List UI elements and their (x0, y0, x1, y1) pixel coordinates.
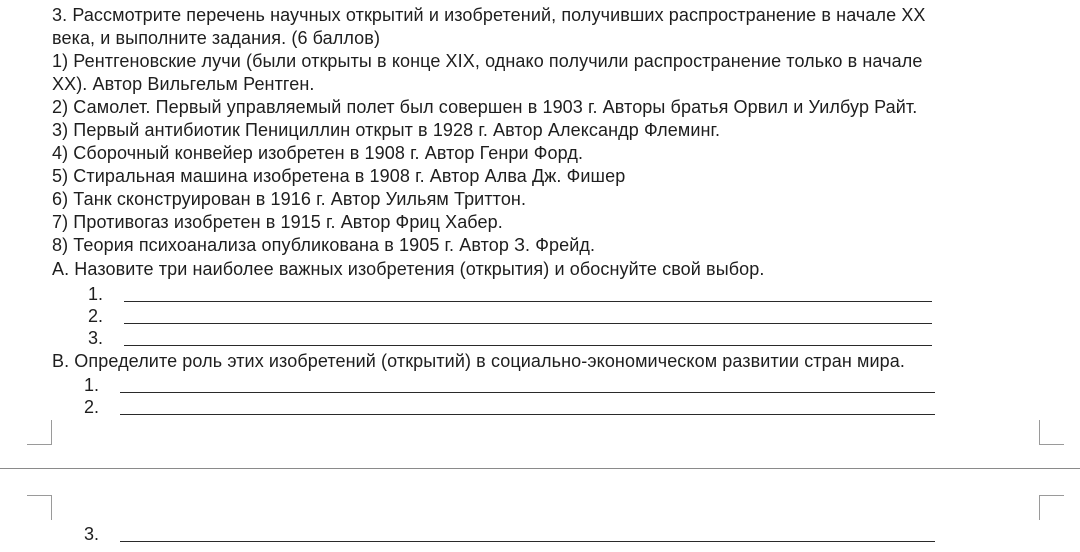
page-corner-mark (1039, 420, 1064, 445)
task-line-5: 2) Самолет. Первый управляемый полет был совершен в 1903 г. Авторы братья Орвил и Уилбур Райт. (52, 97, 918, 117)
answer-line[interactable] (124, 323, 932, 324)
task-line-6: 3) Первый антибиотик Пенициллин открыт в 1928 г. Автор Александр Флеминг. (52, 120, 721, 140)
task-line-9: 6) Танк сконструирован в 1916 г. Автор Уильям Триттон. (52, 189, 527, 209)
answer-number: 1. (84, 375, 100, 395)
answer-a-3 (88, 327, 932, 349)
answer-number: 1. (88, 284, 104, 304)
answer-line[interactable] (124, 345, 932, 346)
answer-number: 3. (84, 524, 100, 544)
task-line-3: 1) Рентгеновские лучи (были открыты в конце XIX, однако получили распространение только в начале (52, 51, 923, 71)
answer-number: 2. (84, 397, 100, 417)
page-corner-mark (27, 495, 52, 520)
task-line-2: века, и выполните задания. (6 баллов) (52, 28, 381, 48)
task-line-7: 4) Сборочный конвейер изобретен в 1908 г. Автор Генри Форд. (52, 143, 584, 163)
question-a-text: A. Назовите три наиболее важных изобретения (открытия) и обоснуйте свой выбор. (52, 259, 765, 279)
page-break-divider (0, 468, 1080, 469)
answer-number: 3. (88, 328, 104, 348)
answer-line[interactable] (124, 301, 932, 302)
task-line-8: 5) Стиральная машина изобретена в 1908 г. Автор Алва Дж. Фишер (52, 166, 626, 186)
task-line-1: 3. Рассмотрите перечень научных открытий и изобретений, получивших распространение в начале XX (52, 5, 926, 25)
page-corner-mark (1039, 495, 1064, 520)
answer-b-1 (84, 374, 935, 396)
task-line-4: XX). Автор Вильгельм Рентген. (52, 74, 315, 94)
answer-number: 2. (88, 306, 104, 326)
answer-line[interactable] (120, 414, 935, 415)
task-line-11: 8) Теория психоанализа опубликована в 1905 г. Автор З. Фрейд. (52, 235, 596, 255)
answer-line[interactable] (120, 541, 935, 542)
answer-b-3 (84, 523, 935, 545)
question-b-text: B. Определите роль этих изобретений (открытий) в социально-экономическом развитии стран мира. (52, 351, 905, 371)
answer-a-2 (88, 305, 932, 327)
answer-a-1 (88, 283, 932, 305)
page-corner-mark (27, 420, 52, 445)
task-line-10: 7) Противогаз изобретен в 1915 г. Автор Фриц Хабер. (52, 212, 503, 232)
answer-line[interactable] (120, 392, 935, 393)
answer-b-2 (84, 396, 935, 418)
